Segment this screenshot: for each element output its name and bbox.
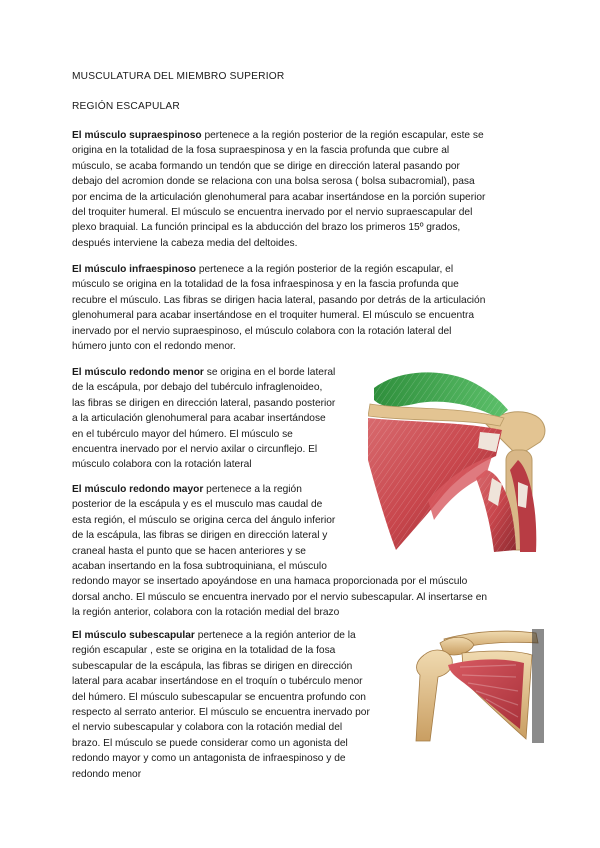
paragraph-line: subescapular de la escápula, las fibras se dirigen en dirección (72, 660, 353, 672)
paragraph-line: redondo mayor se insertado apoyándose en una hamaca proporcionada por el músculo (72, 576, 468, 588)
paragraph-line: redondo menor (72, 768, 142, 780)
paragraph-line: debajo del acromion donde se relaciona con una bolsa serosa ( bolsa subacromial), pasa (72, 176, 475, 188)
paragraph-infraespinoso (72, 262, 485, 354)
paragraph-line: de la escápula, las fibras se dirigen en dirección lateral y (72, 530, 328, 542)
paragraph-line: la región anterior, colabora con la rotación medial del brazo (72, 607, 340, 619)
paragraph-line: región escapular , este se origina en la totalidad de la fosa (72, 645, 336, 657)
paragraph-line: dorsal ancho. El músculo se encuentra inervado por el nervio subescapular. Al insertarse en (72, 591, 488, 603)
paragraph-line: redondo mayor y como un antagonista de infraespinoso y de (72, 753, 346, 765)
paragraph-line: origina en la totalidad de la fosa supraespinosa y en la fascia profunda que cubre al (72, 145, 450, 157)
paragraph-line: posterior de la escápula y es el musculo mas caudal de (72, 499, 323, 511)
term-subescapular: El músculo subescapular (72, 630, 195, 641)
subscapularis-illustration (404, 621, 544, 743)
paragraph-line: El músculo redondo menor se origina en el borde lateral (72, 367, 336, 378)
paragraph-line: lateral para acabar insertándose en el troquín o tubérculo menor (72, 676, 363, 688)
posterior-shoulder-muscles-illustration (368, 360, 554, 556)
paragraph-line: del troquiter humeral. El músculo se encuentra inervado por el nervio supraescapular del (72, 207, 473, 219)
paragraph-supraespinoso (72, 128, 485, 251)
term-supraespinoso: El músculo supraespinoso (72, 130, 202, 141)
paragraph-line: a la articulación glenohumeral para acabar insertándose (72, 413, 326, 425)
term-redondo-mayor: El músculo redondo mayor (72, 484, 204, 495)
section-heading: REGIÓN ESCAPULAR (72, 101, 180, 112)
paragraph-line: del húmero. El músculo subescapular se encuentra profundo con (72, 691, 366, 703)
document-title: MUSCULATURA DEL MIEMBRO SUPERIOR (72, 71, 285, 82)
paragraph-line: húmero junto con el redondo menor. (72, 341, 236, 353)
paragraph-line: el nervio subescapular y colabora con la rotación medial del (72, 722, 343, 734)
paragraph-line: músculo se origina en la totalidad de la fosa infraespinosa y en la fascia profunda que (72, 279, 459, 291)
paragraph-line: por encima de la articulación glenohumeral para acabar insertándose en la porción superior (72, 191, 486, 203)
paragraph-line: El músculo redondo mayor pertenece a la región (72, 484, 302, 495)
paragraph-line: glenohumeral para acabar insertándose en el troquiter humeral. El músculo se encuentra (72, 310, 475, 322)
paragraph-line: de la escápula, por debajo del tubérculo infraglenoideo, (72, 382, 323, 394)
paragraph-line: después interviene la cabeza media del deltoides. (72, 237, 298, 249)
paragraph-line: inervado por el nervio supraespinoso, el músculo colabora con la rotación lateral del (72, 325, 452, 337)
paragraph-line: en el tubérculo mayor del húmero. El músculo se (72, 428, 293, 440)
paragraph-line: plexo braquial. La función principal es la abducción del brazo los primeros 15º grados, (72, 222, 461, 234)
paragraph-line: esta región, el músculo se origina cerca del ángulo inferior (72, 514, 336, 526)
paragraph-redondo-menor (72, 365, 335, 473)
paragraph-line: respecto al serrato anterior. El músculo se encuentra inervado por (72, 707, 370, 719)
paragraph-line: brazo. El músculo se puede considerar como un agonista del (72, 737, 348, 749)
paragraph-subescapular (72, 628, 370, 782)
paragraph-line: El músculo supraespinoso pertenece a la región posterior de la región escapular, este se (72, 130, 484, 141)
paragraph-line: El músculo infraespinoso pertenece a la región posterior de la región escapular, el (72, 264, 454, 275)
paragraph-line: músculo colabora con la rotación lateral (72, 459, 252, 471)
paragraph-line: encuentra inervado por el nervio axilar o circunflejo. El (72, 444, 318, 456)
paragraph-line: las fibras se dirigen en dirección lateral, pasando posterior (72, 397, 336, 409)
paragraph-line: acaban insertando en la fosa subtroquiniana, el músculo (72, 561, 327, 573)
term-redondo-menor: El músculo redondo menor (72, 367, 204, 378)
paragraph-line: craneal hasta el punto que se hacen anteriores y se (72, 545, 306, 557)
paragraph-line: músculo, se acaba formando un tendón que se dirige en dirección lateral pasando por (72, 160, 460, 172)
paragraph-line: recubre el músculo. Las fibras se dirigen hacia lateral, pasando por detrás de la articulación (72, 294, 486, 306)
paragraph-line: El músculo subescapular pertenece a la región anterior de la (72, 630, 356, 641)
term-infraespinoso: El músculo infraespinoso (72, 264, 196, 275)
